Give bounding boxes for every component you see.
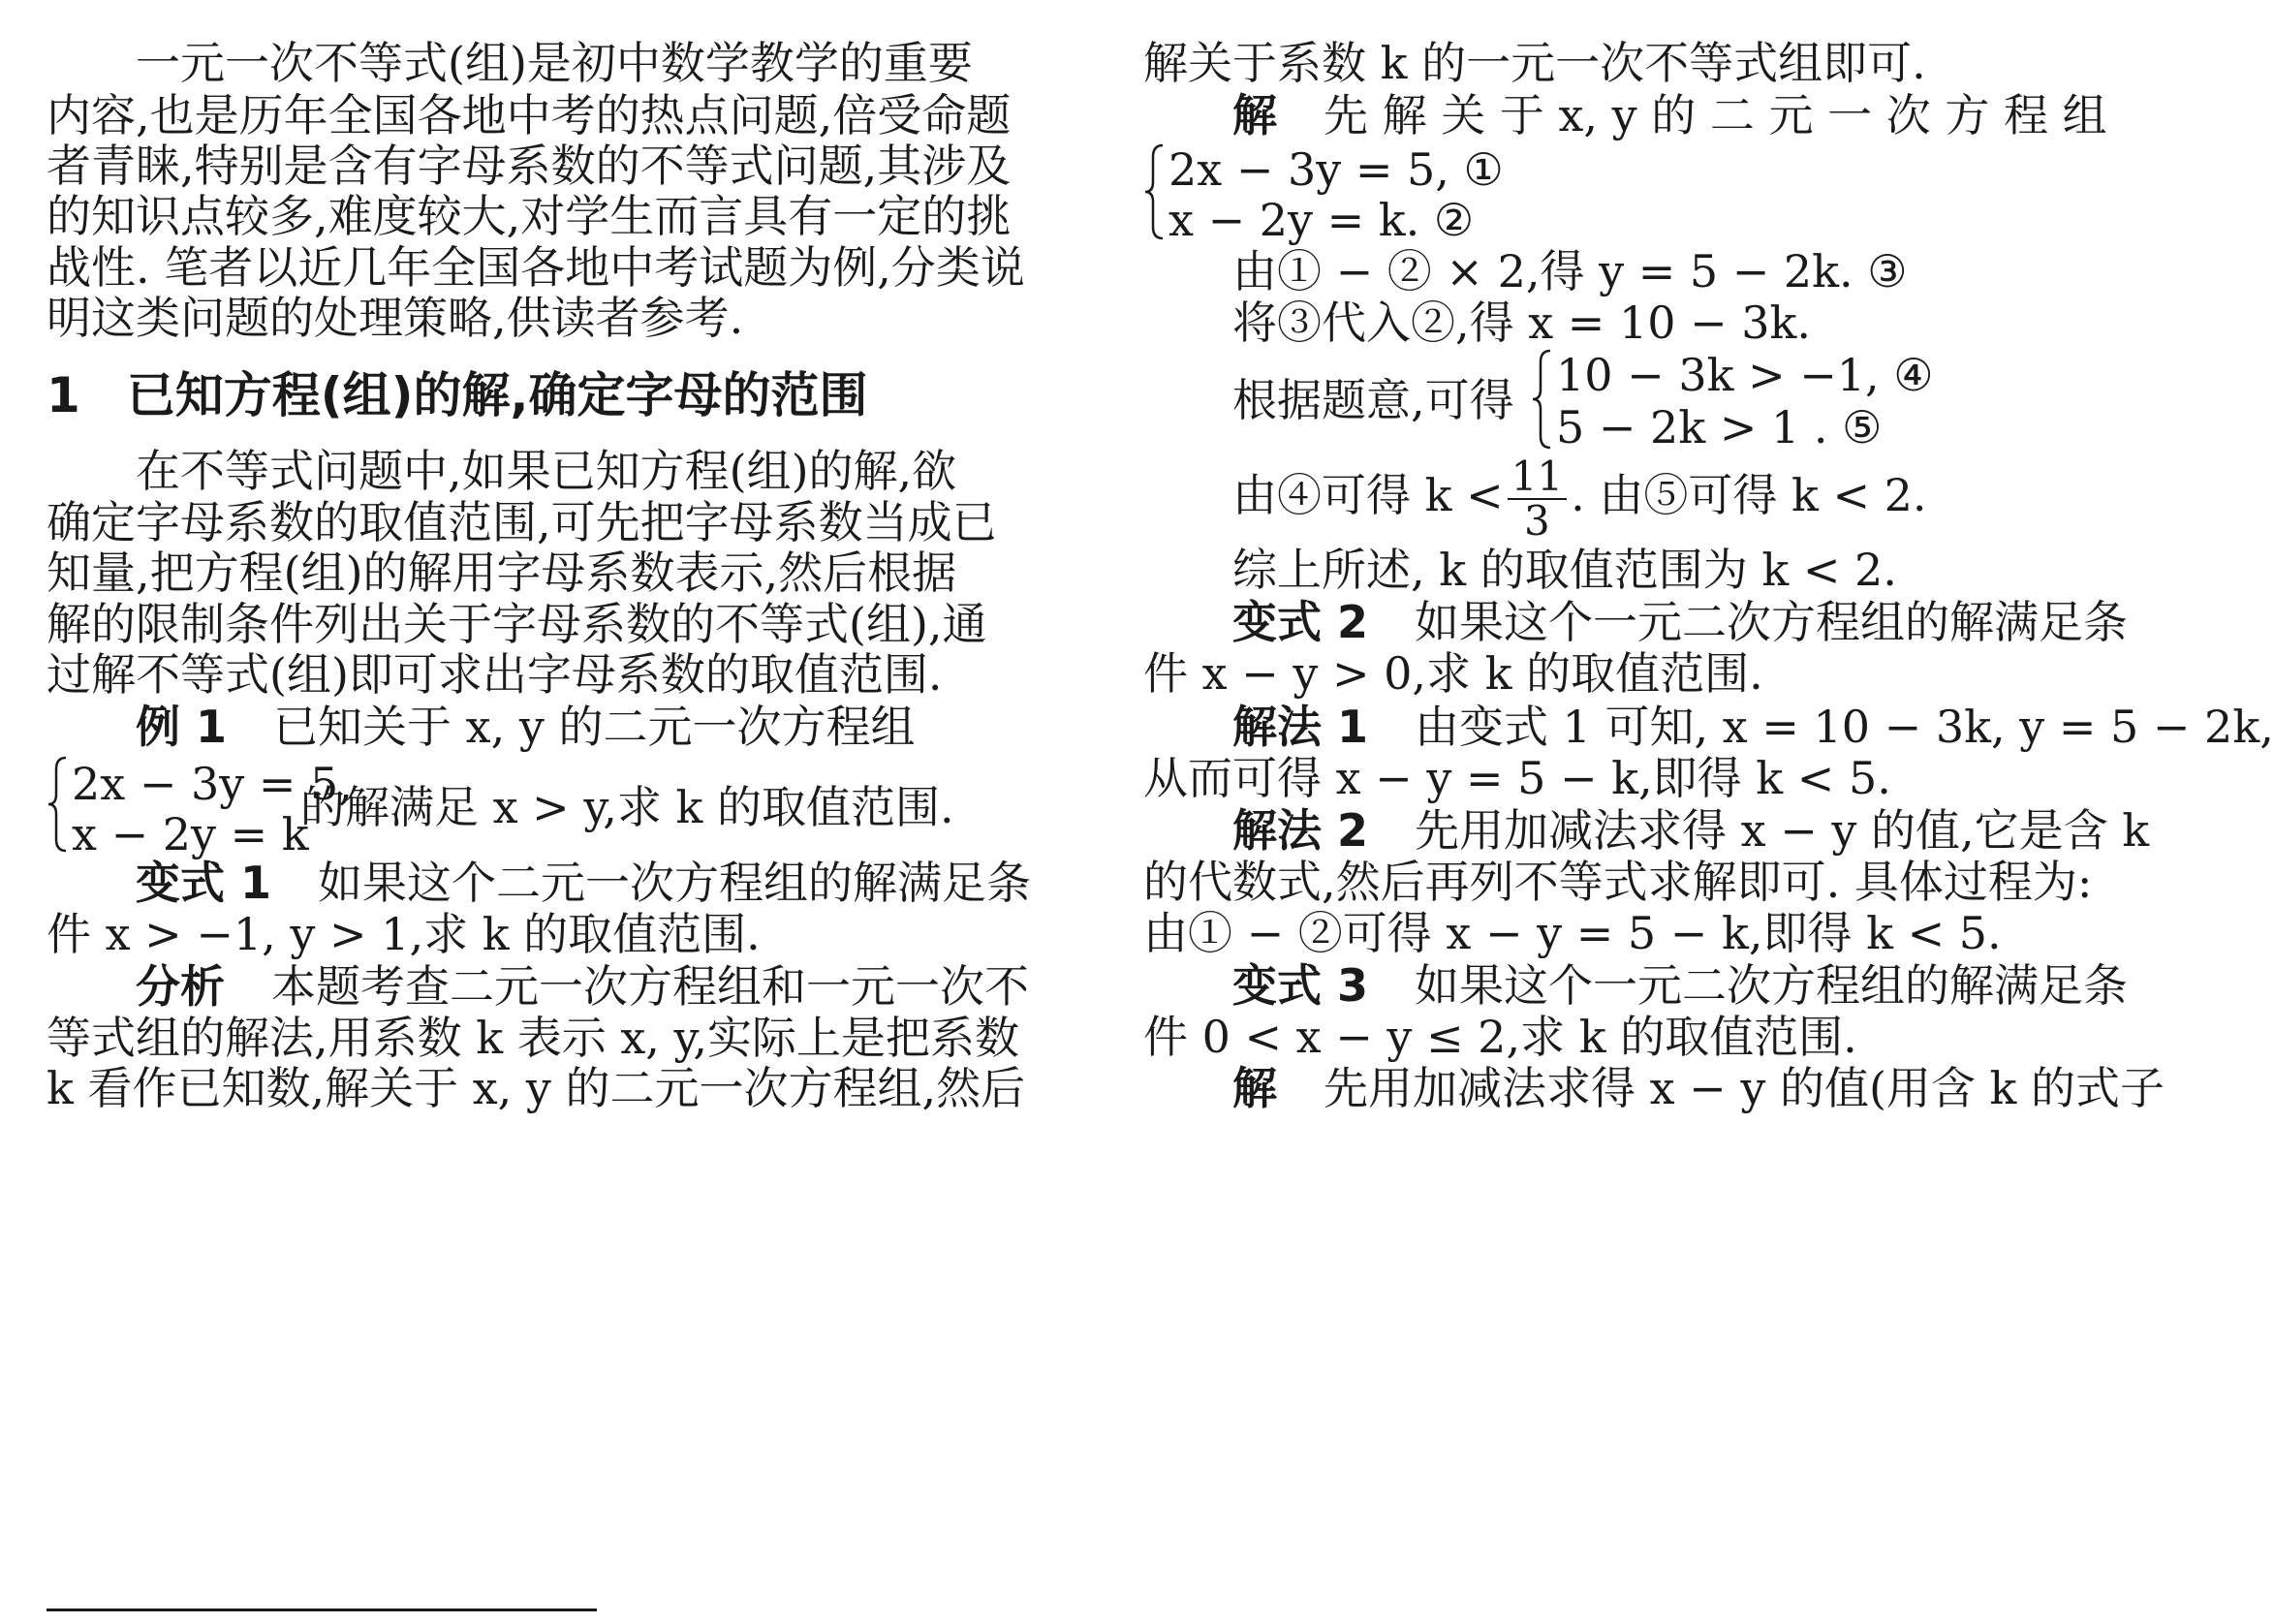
analysis-text: 本题考查二元一次方程组和一元一次不 [271, 960, 1029, 1013]
inequality-system [1531, 349, 1934, 453]
method-1-line-2: 从而可得 x − y = 5 − k,即得 k < 5. [1143, 752, 1891, 804]
variant-1-line-2: 件 x > −1, y > 1,求 k 的取值范围. [47, 908, 761, 960]
equation-system-1 [1143, 143, 1504, 246]
solution-line [1143, 89, 2107, 141]
method-1-label: 解法 1 [1232, 701, 1369, 753]
variant-1-label: 变式 1 [136, 857, 272, 909]
intro-line-6: 明这类问题的处理策略,供读者参考. [47, 292, 744, 344]
example-eq-1: 2x − 3y = 5, [72, 758, 353, 810]
intro-line-2: 内容,也是历年全国各地中考的热点问题,倍受命题 [47, 89, 1012, 141]
intro-line-3: 者青睐,特别是含有字母系数的不等式问题,其涉及 [47, 140, 1012, 192]
inequality-5: 5 − 2k > 1 . ⑤ [1556, 401, 1883, 453]
fraction [1508, 453, 1567, 546]
analysis-line-2: 等式组的解法,用系数 k 表示 x, y,实际上是把系数 [47, 1012, 1020, 1064]
variant-1-text: 如果这个二元一次方程组的解满足条 [318, 857, 1032, 909]
method-2-line-1 [1143, 804, 2150, 857]
variant-3-label: 变式 3 [1232, 959, 1369, 1012]
final-solution-line [1143, 1062, 2165, 1114]
summary-line: 综上所述, k 的取值范围为 k < 2. [1232, 544, 1897, 596]
variant-3-text: 如果这个一元二次方程组的解满足条 [1415, 959, 2129, 1012]
step-1: 由① − ② × 2,得 y = 5 − 2k. ③ [1232, 245, 1908, 297]
analysis-label: 分析 [136, 960, 225, 1013]
example-equation-system [47, 756, 353, 860]
method-2-line-2: 的代数式,然后再列不等式求解即可. 具体过程为: [1143, 856, 2093, 908]
final-solution-label: 解 [1232, 1062, 1277, 1114]
variant-2-line-1 [1143, 596, 2129, 648]
intro-line-1: 一元一次不等式(组)是初中数学教学的重要 [136, 37, 973, 89]
analysis-line-1 [47, 960, 1029, 1013]
example-label: 例 1 [136, 701, 228, 753]
step-4-b: . 由⑤可得 k < 2. [1571, 469, 1927, 522]
solution-label: 解 [1232, 89, 1277, 141]
example-tail: 的解满足 x > y,求 k 的取值范围. [300, 781, 954, 833]
system1-eq-2: x − 2y = k. ② [1168, 194, 1475, 246]
section-number: 1 [47, 367, 80, 423]
intro-line-5: 战性. 笔者以近几年全国各地中考试题为例,分类说 [47, 241, 1025, 294]
left-brace [47, 756, 68, 853]
final-solution-text: 先用加减法求得 x − y 的值(用含 k 的式子 [1324, 1062, 2165, 1114]
section-heading [47, 367, 868, 423]
section-title: 已知方程(组)的解,确定字母的范围 [126, 367, 868, 423]
variant-2-text: 如果这个一元二次方程组的解满足条 [1415, 596, 2129, 648]
example-eq-2: x − 2y = k [72, 808, 309, 860]
method-2-line-3: 由① − ②可得 x − y = 5 − k,即得 k < 5. [1143, 907, 2002, 959]
variant-2-line-2: 件 x − y > 0,求 k 的取值范围. [1143, 647, 1763, 700]
para2-line-3: 知量,把方程(组)的解用字母系数表示,然后根据 [47, 547, 957, 599]
method-2-label: 解法 2 [1232, 804, 1369, 857]
para2-line-1: 在不等式问题中,如果已知方程(组)的解,欲 [136, 445, 957, 497]
step-4-a: 由④可得 k < [1232, 469, 1504, 522]
para2-line-2: 确定字母系数的取值范围,可先把字母系数当成已 [47, 496, 997, 548]
para2-line-5: 过解不等式(组)即可求出字母系数的取值范围. [47, 648, 943, 701]
fraction-numerator: 11 [1508, 455, 1567, 500]
footnote-rule [47, 1608, 597, 1611]
variant-3-line-1 [1143, 959, 2129, 1012]
method-1-line-1 [1143, 701, 2274, 753]
fraction-denominator: 3 [1524, 497, 1550, 546]
method-2-text: 先用加减法求得 x − y 的值,它是含 k [1415, 804, 2150, 857]
example-1-line [47, 701, 916, 753]
step-3-prefix: 根据题意,可得 [1232, 374, 1514, 426]
method-1-text: 由变式 1 可知, x = 10 − 3k, y = 5 − 2k, [1415, 701, 2274, 753]
example-text: 已知关于 x, y 的二元一次方程组 [273, 701, 916, 753]
variant-2-label: 变式 2 [1232, 596, 1369, 648]
step-4 [1143, 453, 1927, 546]
solution-text: 先 解 关 于 x, y 的 二 元 一 次 方 程 组 [1324, 89, 2107, 141]
step-2: 将③代入②,得 x = 10 − 3k. [1232, 297, 1812, 349]
intro-line-4: 的知识点较多,难度较大,对学生而言具有一定的挑 [47, 190, 1012, 242]
left-brace [1143, 143, 1165, 240]
para2-line-4: 解的限制条件列出关于字母系数的不等式(组),通 [47, 598, 987, 650]
analysis-line-3: k 看作已知数,解关于 x, y 的二元一次方程组,然后 [47, 1062, 1026, 1114]
left-brace [1531, 349, 1552, 450]
system1-eq-1: 2x − 3y = 5, ① [1168, 143, 1504, 196]
continuation-line: 解关于系数 k 的一元一次不等式组即可. [1143, 37, 1926, 89]
variant-3-line-2: 件 0 < x − y ≤ 2,求 k 的取值范围. [1143, 1011, 1857, 1063]
variant-1-line-1 [47, 857, 1032, 909]
inequality-4: 10 − 3k > −1, ④ [1556, 349, 1934, 401]
